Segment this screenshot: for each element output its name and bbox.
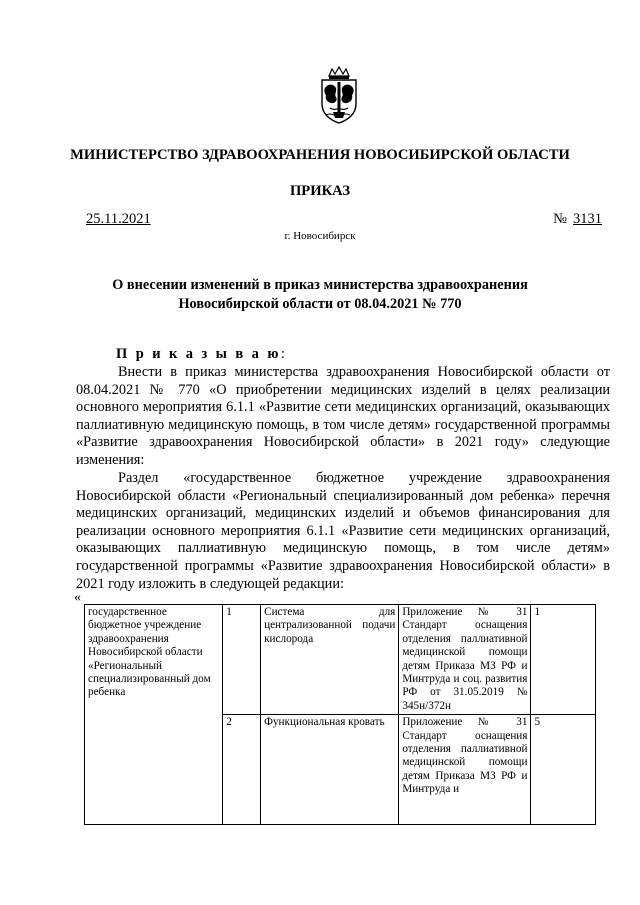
order-directive bbox=[116, 346, 287, 363]
subject-line-1: О внесении изменений в приказ министерства здравоохранения bbox=[112, 277, 528, 293]
city-label: г. Новосибирск bbox=[284, 230, 356, 242]
page-break-mask bbox=[84, 860, 597, 900]
order-subject bbox=[60, 276, 580, 314]
quantity: 5 bbox=[531, 715, 596, 825]
paragraph-1-text: Внести в приказ министерства здравоохранения Новосибирской области от 08.04.2021 № 770 «О приобретении медицинских изделий в целях реализации основного мероприятия 6.1.1 «Развитие сети медицинских организаций, оказывающих паллиативную медицинскую помощь, в том числе детям» государственной программы «Развитие здравоохранения Новосибирской области» в 2021 году» следующие изменения: bbox=[76, 364, 610, 468]
equipment-table bbox=[84, 604, 596, 825]
table-row bbox=[85, 605, 596, 715]
number-value: 3131 bbox=[573, 211, 602, 227]
order-date: 25.11.2021 bbox=[86, 211, 151, 227]
document-type: ПРИКАЗ bbox=[289, 183, 351, 199]
number-label: № bbox=[553, 211, 567, 227]
row-number: 1 bbox=[223, 605, 261, 715]
row-number: 2 bbox=[223, 715, 261, 825]
standard-ref: Приложение № 31 Стандарт оснащения отделения паллиативной медицинской помощи детям Приказа МЗ РФ и Минтруда и соц. развития РФ от 31.05.2019 № 345н/372н bbox=[399, 605, 531, 715]
ministry-title: МИНИСТЕРСТВО ЗДРАВООХРАНЕНИЯ НОВОСИБИРСКОЙ ОБЛАСТИ bbox=[70, 147, 570, 163]
coat-of-arms-icon bbox=[316, 66, 362, 124]
org-cell: государственное бюджетное учреждение здравоохранения Новосибирской области «Региональный специализированный дом ребенка bbox=[85, 605, 223, 825]
quote-open: « bbox=[74, 590, 81, 605]
quantity: 1 bbox=[531, 605, 596, 715]
order-colon: : bbox=[280, 346, 288, 362]
device-name: Система для централизованной подачи кислорода bbox=[261, 605, 399, 715]
paragraph-2-text: Раздел «государственное бюджетное учреждение здравоохранения Новосибирской области «Региональный специализированный дом ребенка» перечня медицинских организаций, медицинских изделий и объемов финансирования для реализации основного мероприятия 6.1.1 «Развитие сети медицинских организаций, оказывающих паллиативную медицинскую помощь, в том числе детям» государственной программы «Развитие здравоохранения Новосибирской области» в 2021 году изложить в следующей редакции: bbox=[76, 470, 610, 592]
order-word: П р и к а з ы в а ю bbox=[116, 346, 281, 362]
paragraph-1 bbox=[76, 364, 610, 470]
paragraph-2 bbox=[76, 470, 610, 593]
device-name: Функциональная кровать bbox=[261, 715, 399, 825]
standard-ref: Приложение № 31 Стандарт оснащения отделения паллиативной медицинской помощи детям Приказа МЗ РФ и Минтруда и bbox=[399, 715, 531, 825]
subject-line-2: Новосибирской области от 08.04.2021 № 770 bbox=[178, 296, 462, 312]
order-number bbox=[553, 211, 602, 228]
